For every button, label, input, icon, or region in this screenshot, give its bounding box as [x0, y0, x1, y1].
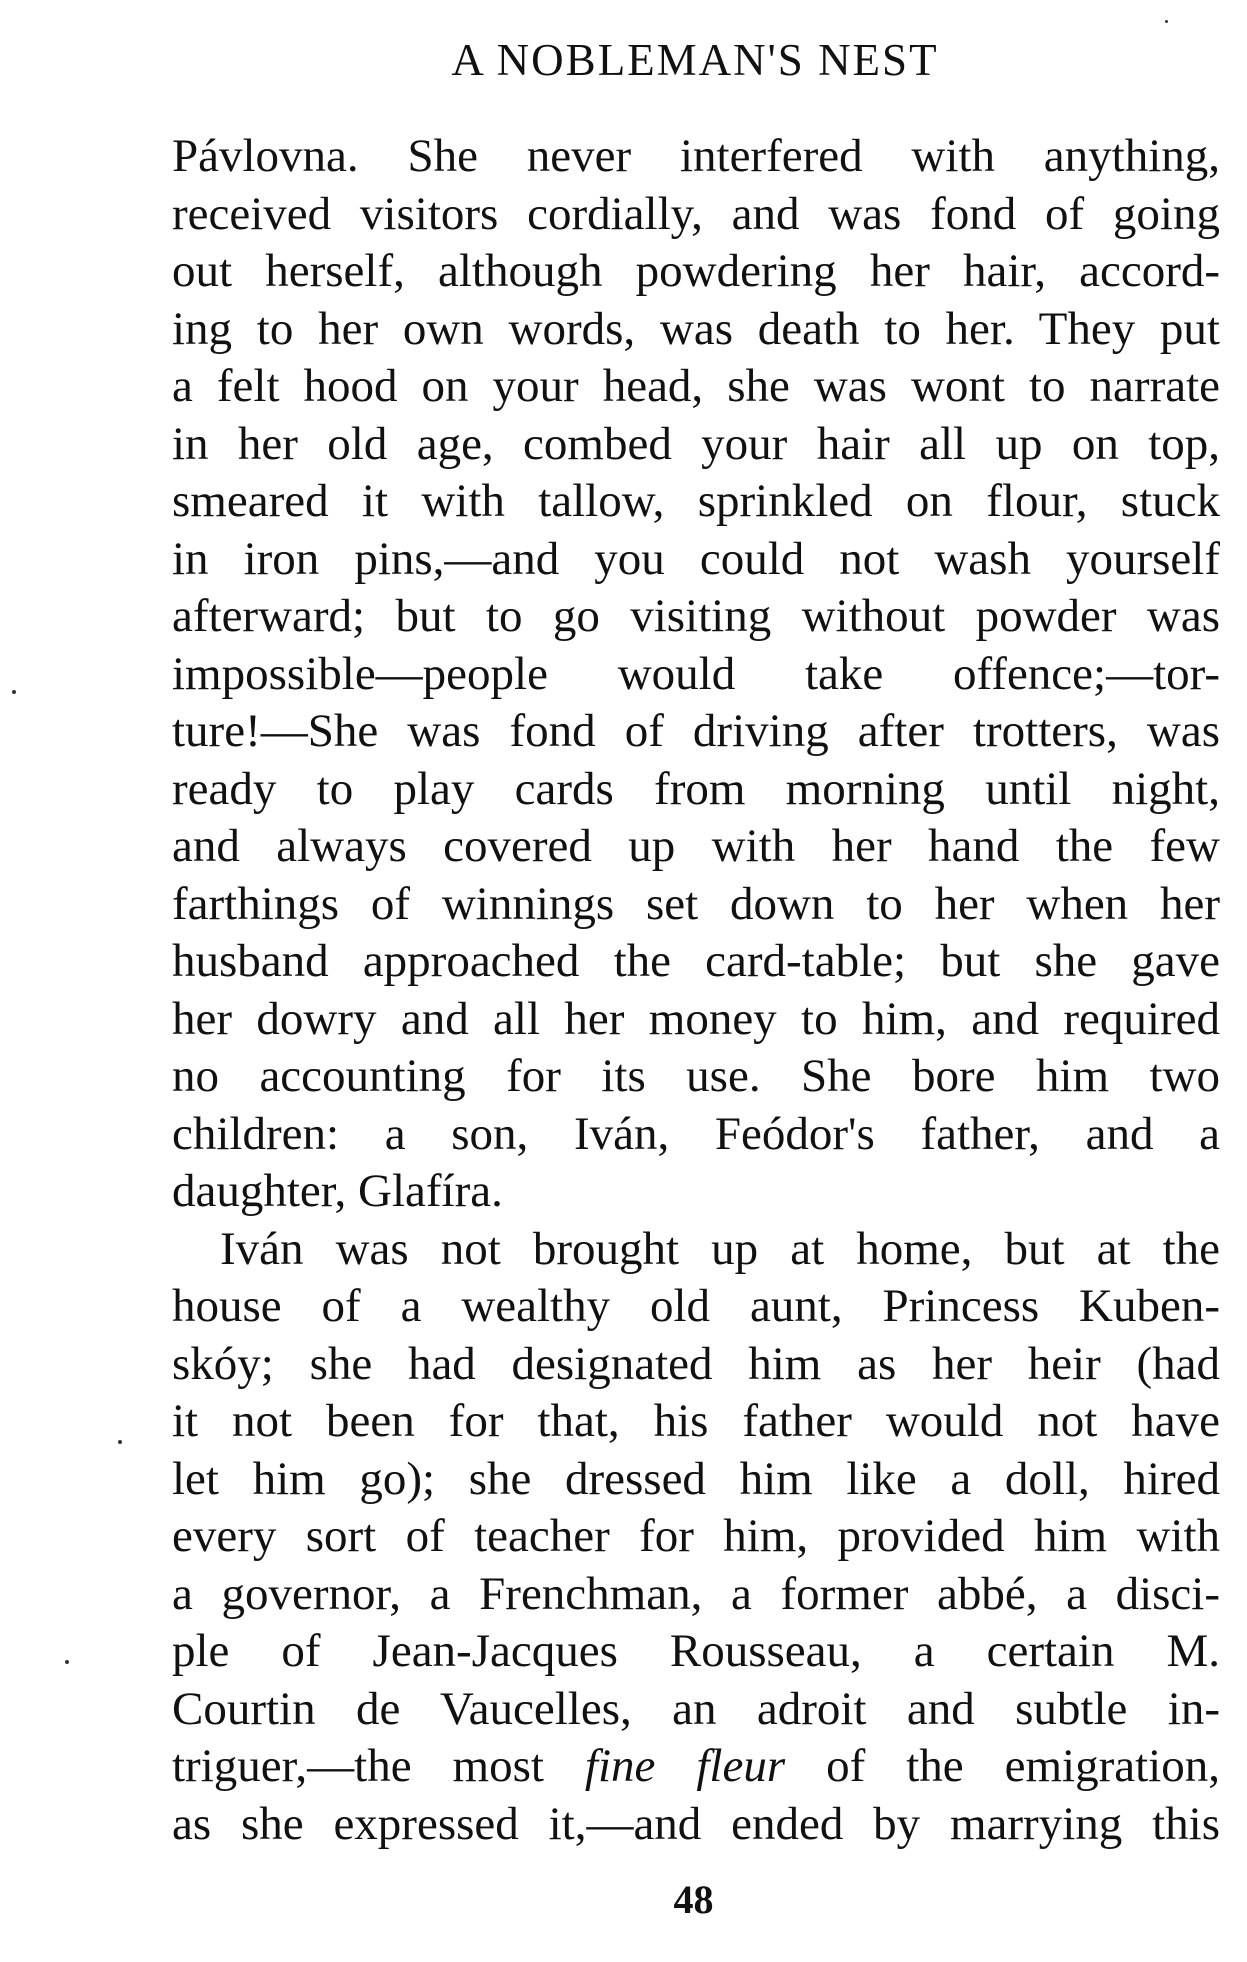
- paragraph-start-line: Iván was not brought up at home, but at the: [220, 1222, 1220, 1275]
- text-line: Courtin de Vaucelles, an adroit and subtle in-: [172, 1682, 1220, 1735]
- text-line: as she expressed it,—and ended by marrying this: [172, 1797, 1220, 1850]
- text-line: in iron pins,—and you could not wash yourself: [172, 532, 1220, 585]
- text-line: ready to play cards from morning until night,: [172, 762, 1220, 815]
- text-line: a governor, a Frenchman, a former abbé, a disci-: [172, 1567, 1220, 1620]
- italic-phrase: fine fleur: [584, 1740, 786, 1792]
- text-line-italic-phrase: [172, 1738, 1220, 1796]
- text-line: out herself, although powdering her hair, accord-: [172, 245, 1220, 297]
- text-line: Pávlovna. She never interfered with anything,: [172, 130, 1220, 182]
- print-speck: [65, 1660, 69, 1664]
- print-speck: [12, 690, 16, 694]
- text-line: skóy; she had designated him as her heir (had: [172, 1337, 1220, 1390]
- page-number-label: 48: [673, 1877, 714, 1922]
- text-line: every sort of teacher for him, provided him with: [172, 1510, 1220, 1562]
- running-head: A NOBLEMAN'S NEST: [451, 35, 939, 85]
- text-line: and always covered up with her hand the few: [172, 820, 1220, 872]
- text-line: a felt hood on your head, she was wont to narrate: [172, 360, 1220, 412]
- body-text: [172, 128, 1220, 1853]
- text-line: it not been for that, his father would not have: [172, 1395, 1220, 1447]
- text-line: ple of Jean-Jacques Rousseau, a certain M.: [172, 1625, 1220, 1677]
- text-line: ing to her own words, was death to her. They put: [172, 302, 1220, 355]
- text-line: let him go); she dressed him like a doll, hired: [172, 1452, 1220, 1505]
- text-line: children: a son, Iván, Feódor's father, and a: [172, 1107, 1220, 1160]
- text-line: afterward; but to go visiting without powder was: [172, 590, 1220, 642]
- paragraph-end-line: daughter, Glafíra.: [172, 1165, 503, 1217]
- text-line: received visitors cordially, and was fond of going: [172, 187, 1220, 240]
- print-speck: [118, 1440, 122, 1444]
- page-number: [0, 1875, 1247, 1925]
- text-line: in her old age, combed your hair all up on top,: [172, 417, 1220, 470]
- text-line-content: triguer,—the most fine fleur of the emigration,: [172, 1740, 1220, 1792]
- text-line: house of a wealthy old aunt, Princess Kuben-: [172, 1280, 1220, 1332]
- print-speck: [1165, 20, 1168, 23]
- text-line: impossible—people would take offence;—tor-: [172, 647, 1220, 700]
- text-line: husband approached the card-table; but she gave: [172, 935, 1220, 987]
- text-line: farthings of winnings set down to her when her: [172, 877, 1220, 930]
- text-line: her dowry and all her money to him, and required: [172, 992, 1220, 1045]
- text-line: smeared it with tallow, sprinkled on flour, stuck: [172, 475, 1220, 527]
- text-line: ture!—She was fond of driving after trotters, was: [172, 705, 1220, 757]
- text-line: no accounting for its use. She bore him two: [172, 1050, 1220, 1102]
